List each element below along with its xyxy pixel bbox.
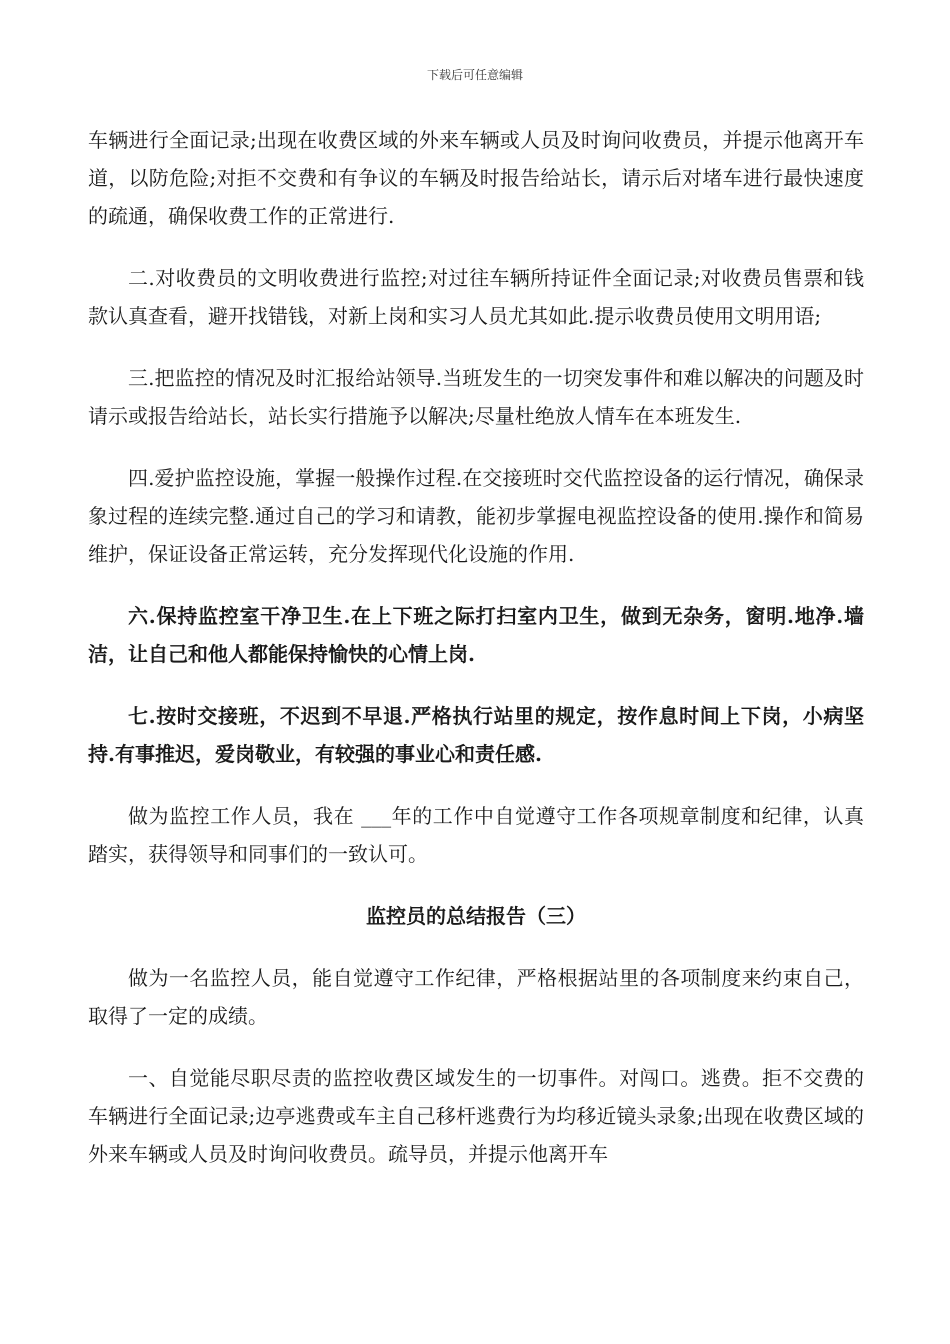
paragraph: 二.对收费员的文明收费进行监控;对过往车辆所持证件全面记录;对收费员售票和钱款认真查看，避开找错钱，对新上岗和实习人员尤其如此.提示收费员使用文明用语; xyxy=(88,266,864,328)
paragraph: 做为一名监控人员，能自觉遵守工作纪律，严格根据站里的各项制度来约束自己，取得了一定的成绩。 xyxy=(88,966,864,1028)
page-header: 下载后可任意编辑 xyxy=(426,68,523,82)
paragraph: 一、自觉能尽职尽责的监控收费区域发生的一切事件。对闯口。逃费。拒不交费的车辆进行全面记录;边亭逃费或车主自己移杆逃费行为均移近镜头录象;出现在收费区域的外来车辆或人员及时询问收费员。疏导员，并提示他离开车 xyxy=(88,1066,864,1166)
paragraph: 做为监控工作人员，我在 ___年的工作中自觉遵守工作各项规章制度和纪律，认真踏实，获得领导和同事们的一致认可。 xyxy=(88,804,864,866)
paragraph-bold: 七.按时交接班，不迟到不早退.严格执行站里的规定，按作息时间上下岗，小病坚持.有事推迟，爱岗敬业，有较强的事业心和责任感. xyxy=(88,704,864,766)
document-body xyxy=(88,121,864,1197)
paragraph: 车辆进行全面记录;出现在收费区域的外来车辆或人员及时询问收费员，并提示他离开车道，以防危险;对拒不交费和有争议的车辆及时报告给站长，请示后对堵车进行最快速度的疏通，确保收费工作的正常进行. xyxy=(88,128,864,228)
paragraph-bold: 六.保持监控室干净卫生.在上下班之际打扫室内卫生，做到无杂务，窗明.地净.墙洁，让自己和他人都能保持愉快的心情上岗. xyxy=(88,604,864,666)
paragraph: 四.爱护监控设施，掌握一般操作过程.在交接班时交代监控设备的运行情况，确保录象过程的连续完整.通过自己的学习和请教，能初步掌握电视监控设备的使用.操作和简易维护，保证设备正常运转，充分发挥现代化设施的作用. xyxy=(88,466,864,566)
paragraph: 三.把监控的情况及时汇报给站领导.当班发生的一切突发事件和难以解决的问题及时请示或报告给站长，站长实行措施予以解决;尽量杜绝放人情车在本班发生. xyxy=(88,366,864,428)
section-title: 监控员的总结报告（三） xyxy=(366,904,586,928)
